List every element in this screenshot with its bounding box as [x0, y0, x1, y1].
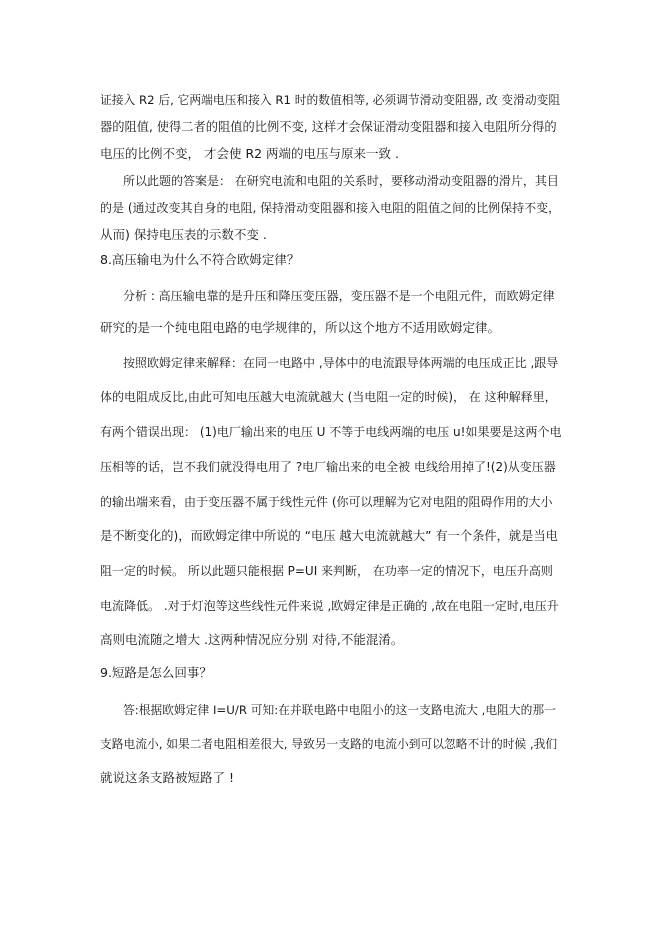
text-line: 电流降低。 .对于灯泡等这些线性元件来说 ,欧姆定律是正确的 ,故在电阻一定时,电压升	[100, 599, 559, 613]
text-line: 答:根据欧姆定律 I=U/R 可知:在并联电路中电阻小的这一支路电流大 ,电阻大的那一	[123, 703, 556, 717]
text-line: 研究的是一个纯电阻电路的电学规律的，所以这个地方不适用欧姆定律。	[100, 320, 501, 335]
text-line: 高则电流随之增大 .这两种情况应分别 对待,不能混淆。	[100, 632, 404, 647]
text-line: 器的阻值, 使得二者的阻值的比例不变, 这样才会保证滑动变阻器和接入电阻所分得的	[100, 120, 557, 134]
text-line: 就说这条支路被短路了 !	[100, 770, 234, 785]
text-line: 有两个错误出现： (1)电厂输出来的电压 U 不等于电线两端的电压 u!如果要是这两个电	[100, 425, 562, 439]
text-line: 体的电阻成反比,由此可知电压越大电流就越大 (当电阻一定的时候)， 在 这种解释里，	[100, 390, 557, 404]
text-line: 证接入 R2 后, 它两端电压和接入 R1 时的数值相等, 必须调节滑动变阻器, 改 变滑动变阻	[100, 93, 561, 107]
text-line: 支路电流小, 如果二者电阻相差很大, 导致另一支路的电流小到可以忽略不计的时候 ,我们	[100, 737, 558, 751]
text-line: 的输出端来看，由于变压器不属于线性元件 (你可以理解为它对电阻的阻碍作用的大小	[100, 495, 553, 509]
question-heading-9: 9.短路是怎么回事？	[100, 665, 212, 680]
text-line: 分析 : 高压输电靠的是升压和降压变压器，变压器不是一个电阻元件，而欧姆定律	[123, 289, 555, 303]
text-line: 按照欧姆定律来解释：在同一电路中 ,导体中的电流跟导体两端的电压成正比 ,跟导	[123, 356, 559, 370]
text-line: 电压的比例不变， 才会使 R2 两端的电压与原来一致 .	[100, 146, 400, 161]
text-line: 所以此题的答案是： 在研究电流和电阻的关系时，要移动滑动变阻器的滑片，其目	[123, 174, 559, 188]
text-line: 阻一定的时候。 所以此题只能根据 P=UI 来判断， 在功率一定的情况下，电压升高则	[100, 564, 553, 578]
text-line: 从而) 保持电压表的示数不变 .	[100, 227, 267, 242]
text-line: 是不断变化的)，而欧姆定律中所说的 “电压 越大电流就越大” 有一个条件，就是当电	[100, 529, 558, 543]
text-line: 压相等的话，岂不我们就没得电用了 ?电厂输出来的电全被 电线给用掉了!(2)从变压器	[100, 460, 556, 474]
text-line: 的是 (通过改变其自身的电阻, 保持滑动变阻器和接入电阻的阻值之间的比例保持不变，	[100, 201, 561, 215]
question-heading-8: 8.高压输电为什么不符合欧姆定律？	[100, 252, 300, 267]
